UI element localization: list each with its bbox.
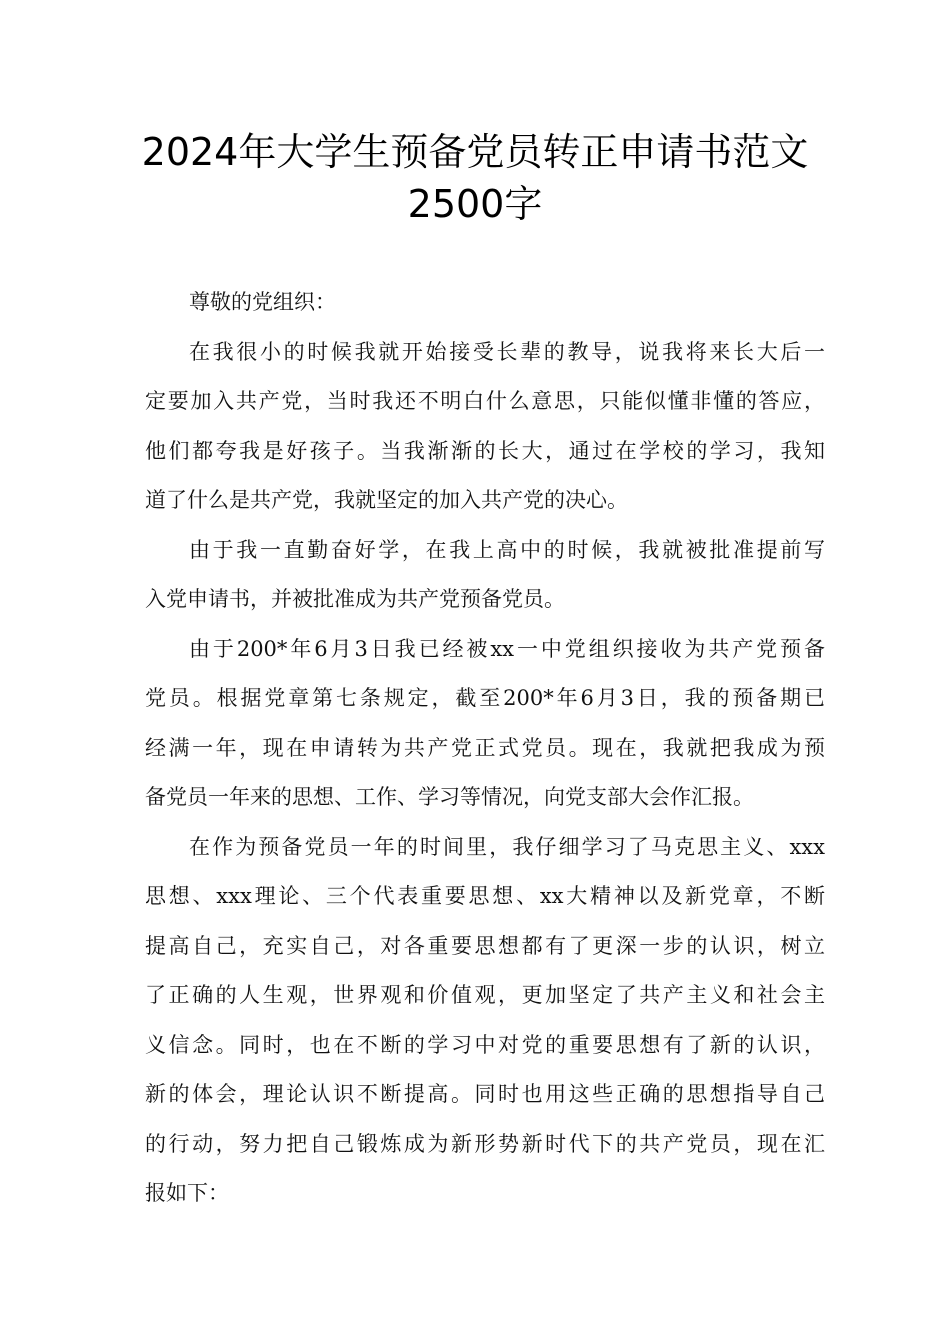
paragraph-3-line-3: 经满一年，现在申请转为共产党正式党员。现在，我就把我成为预 — [145, 735, 825, 760]
title-line-2: 2500字 — [407, 182, 543, 226]
document-title — [120, 126, 830, 230]
salutation-line: 尊敬的党组织： — [189, 290, 336, 314]
paragraph-1-line-1: 在我很小的时候我就开始接受长辈的教导，说我将来长大后一 — [189, 339, 825, 364]
paragraph-3-line-1: 由于200*年6月3日我已经被xx一中党组织接收为共产党预备 — [189, 636, 825, 661]
paragraph-4-line-6: 新的体会，理论认识不断提高。同时也用这些正确的思想指导自己 — [145, 1082, 825, 1106]
paragraph-3-line-2: 党员。根据党章第七条规定，截至200*年6月3日，我的预备期已 — [145, 686, 825, 710]
paragraph-1-line-2: 定要加入共产党，当时我还不明白什么意思，只能似懂非懂的答应， — [145, 389, 825, 413]
paragraph-4-line-4: 了正确的人生观，世界观和价值观，更加坚定了共产主义和社会主 — [145, 983, 825, 1007]
paragraph-4-line-1: 在作为预备党员一年的时间里，我仔细学习了马克思主义、xxx — [189, 834, 825, 859]
paragraph-3-line-4: 备党员一年来的思想、工作、学习等情况，向党支部大会作汇报。 — [145, 785, 754, 809]
paragraph-4-line-3: 提高自己，充实自己，对各重要思想都有了更深一步的认识，树立 — [145, 933, 825, 958]
document-body — [145, 278, 825, 1219]
paragraph-1-line-4: 道了什么是共产党，我就坚定的加入共产党的决心。 — [145, 488, 628, 512]
paragraph-4-line-8: 报如下： — [145, 1181, 229, 1205]
paragraph-2-line-1: 由于我一直勤奋好学，在我上高中的时候，我就被批准提前写 — [189, 537, 825, 562]
paragraph-1-line-3: 他们都夸我是好孩子。当我渐渐的长大，通过在学校的学习，我知 — [145, 438, 825, 463]
paragraph-2-line-2: 入党申请书，并被批准成为共产党预备党员。 — [145, 587, 565, 611]
paragraph-4-line-2: 思想、xxx理论、三个代表重要思想、xx大精神以及新党章，不断 — [145, 884, 825, 908]
title-line-1: 2024年大学生预备党员转正申请书范文 — [141, 130, 809, 174]
paragraph-4-line-5: 义信念。同时，也在不断的学习中对党的重要思想有了新的认识， — [145, 1032, 825, 1057]
paragraph-4-line-7: 的行动，努力把自己锻炼成为新形势新时代下的共产党员，现在汇 — [145, 1131, 825, 1156]
